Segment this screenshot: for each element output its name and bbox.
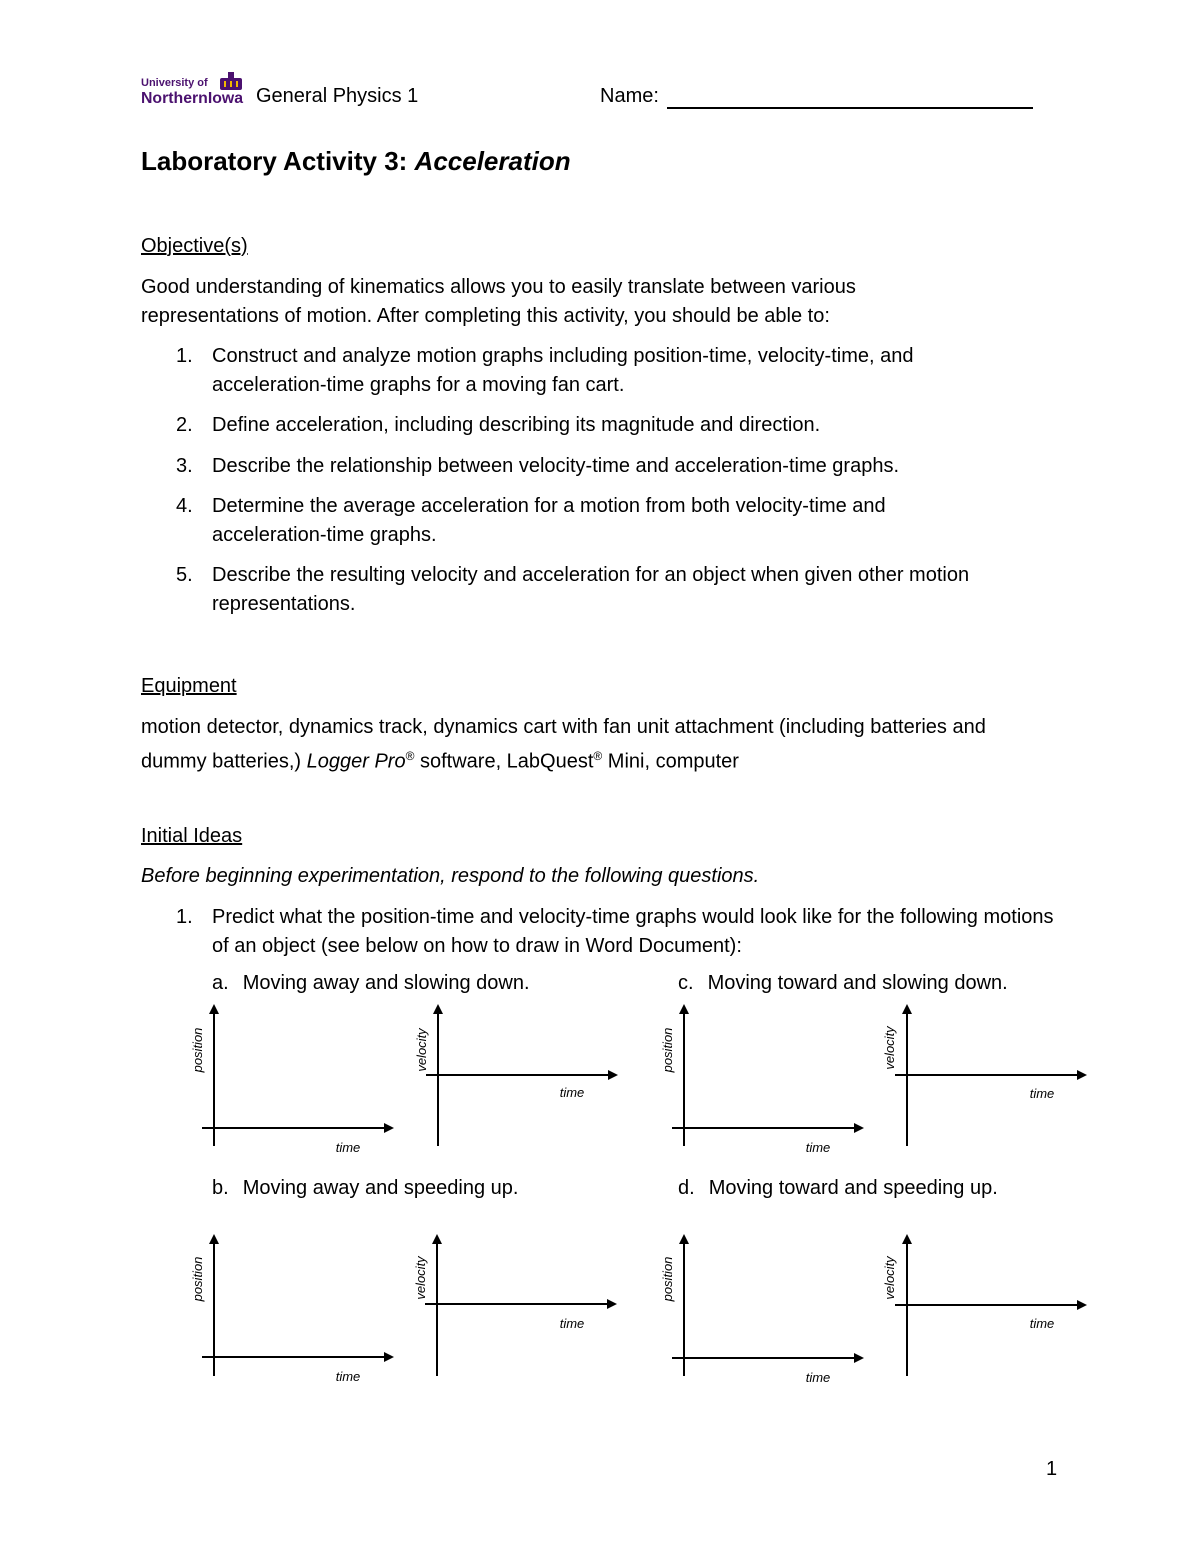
graph-set-d[interactable] bbox=[650, 1228, 1110, 1393]
list-text: Describe the relationship between velocity-time and acceleration-time graphs. bbox=[212, 455, 900, 477]
page-number: 1 bbox=[1046, 1458, 1058, 1480]
time-label: time bbox=[559, 1085, 585, 1100]
objectives-intro: Good understanding of kinematics allows you to easily translate between various representations of motion. After completing this activity, you should be able to: bbox=[141, 276, 856, 327]
position-label: position bbox=[190, 1027, 205, 1073]
page-title bbox=[141, 146, 571, 177]
equipment-text-2: software, LabQuest bbox=[414, 750, 594, 773]
initial-ideas-instruction: Before beginning experimentation, respond to the following questions. bbox=[141, 865, 760, 887]
list-number: 4. bbox=[176, 495, 193, 517]
question-text: Predict what the position-time and velocity-time graphs would look like for the following motions of an object (see below on how to draw in Word Document): bbox=[212, 906, 1054, 957]
position-time-axes[interactable] bbox=[190, 1006, 392, 1155]
list-number: 1. bbox=[176, 906, 193, 928]
case-label-c bbox=[678, 972, 1008, 995]
case-text: Moving away and slowing down. bbox=[242, 972, 530, 994]
title-topic: Acceleration bbox=[414, 146, 571, 176]
list-number: 1. bbox=[176, 345, 193, 367]
objectives-heading: Objective(s) bbox=[141, 235, 248, 257]
equipment-logger-pro: Logger Pro bbox=[306, 750, 406, 773]
case-text: Moving toward and slowing down. bbox=[707, 972, 1008, 994]
list-text: Determine the average acceleration for a motion from both velocity-time and acceleration-time graphs. bbox=[212, 495, 886, 546]
name-field-line[interactable] bbox=[667, 107, 1033, 109]
title-prefix: Laboratory Activity 3: bbox=[141, 146, 415, 176]
initial-ideas-heading: Initial Ideas bbox=[141, 825, 243, 847]
graph-set-b[interactable] bbox=[180, 1228, 640, 1393]
case-label-b bbox=[212, 1177, 518, 1200]
campanile-icon bbox=[220, 72, 242, 90]
equipment-text-3: Mini, computer bbox=[602, 750, 739, 773]
graph-set-c[interactable] bbox=[650, 1000, 1110, 1165]
velocity-label: velocity bbox=[414, 1028, 429, 1072]
time-label: time bbox=[335, 1369, 361, 1384]
time-label: time bbox=[559, 1316, 585, 1331]
velocity-label: velocity bbox=[882, 1026, 897, 1070]
case-text: Moving away and speeding up. bbox=[242, 1177, 519, 1199]
logo-text-bottom: NorthernIowa bbox=[141, 90, 244, 106]
list-text: Define acceleration, including describing its magnitude and direction. bbox=[212, 414, 821, 436]
position-time-axes[interactable] bbox=[190, 1236, 392, 1384]
list-number: 3. bbox=[176, 455, 193, 477]
velocity-time-axes[interactable] bbox=[414, 1006, 616, 1146]
position-time-axes[interactable] bbox=[660, 1006, 862, 1155]
case-letter: d. bbox=[678, 1177, 695, 1199]
velocity-time-axes[interactable] bbox=[882, 1236, 1085, 1376]
velocity-label: velocity bbox=[413, 1256, 428, 1300]
registered-mark: ® bbox=[593, 749, 603, 763]
list-text: Construct and analyze motion graphs including position-time, velocity-time, and acceleration-time graphs for a moving fan cart. bbox=[212, 345, 914, 396]
registered-mark: ® bbox=[405, 749, 415, 763]
time-label: time bbox=[1029, 1086, 1055, 1101]
velocity-label: velocity bbox=[882, 1256, 897, 1300]
case-letter: c. bbox=[678, 972, 694, 994]
position-time-axes[interactable] bbox=[660, 1236, 862, 1385]
logo-text-top: University of bbox=[141, 77, 208, 89]
course-title: General Physics 1 bbox=[256, 85, 419, 107]
position-label: position bbox=[660, 1027, 675, 1073]
time-label: time bbox=[1029, 1316, 1055, 1331]
position-label: position bbox=[660, 1256, 675, 1302]
position-label: position bbox=[190, 1256, 205, 1302]
case-label-d bbox=[678, 1177, 998, 1200]
list-text: Describe the resulting velocity and acceleration for an object when given other motion representations. bbox=[212, 564, 970, 615]
graph-set-a[interactable] bbox=[180, 1000, 640, 1165]
list-number: 5. bbox=[176, 564, 193, 586]
case-label-a bbox=[212, 972, 530, 995]
university-logo bbox=[140, 70, 244, 106]
time-label: time bbox=[335, 1140, 361, 1155]
equipment-text-1: motion detector, dynamics track, dynamics cart with fan unit attachment (including batteries and dummy batteries,) bbox=[141, 716, 986, 773]
velocity-time-axes[interactable] bbox=[413, 1236, 615, 1376]
case-text: Moving toward and speeding up. bbox=[708, 1177, 998, 1199]
velocity-time-axes[interactable] bbox=[882, 1006, 1085, 1146]
list-number: 2. bbox=[176, 414, 193, 436]
time-label: time bbox=[805, 1370, 831, 1385]
case-letter: a. bbox=[212, 972, 229, 994]
equipment-heading: Equipment bbox=[141, 675, 237, 697]
equipment-text bbox=[141, 713, 1041, 777]
name-label: Name: bbox=[600, 85, 659, 107]
case-letter: b. bbox=[212, 1177, 229, 1199]
time-label: time bbox=[805, 1140, 831, 1155]
